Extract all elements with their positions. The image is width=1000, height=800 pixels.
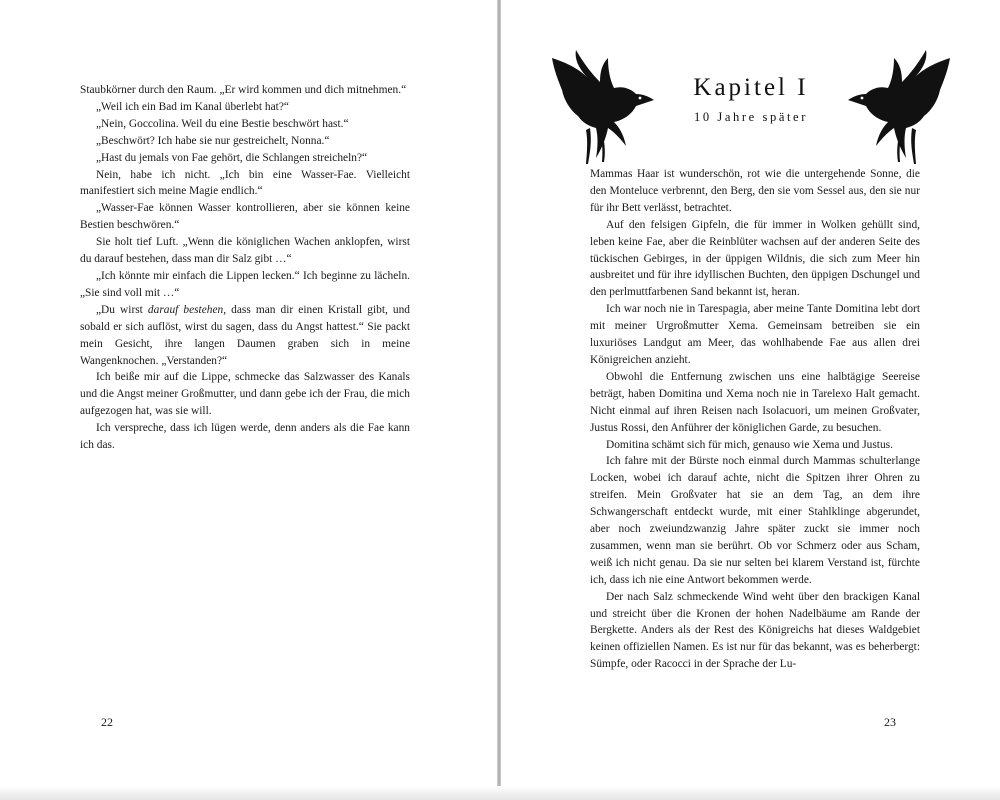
paragraph: „Nein, Goccolina. Weil du eine Bestie beschwört hast.“ bbox=[96, 117, 349, 130]
paragraph: Ich beiße mir auf die Lippe, schmecke das Salzwasser des Kanals und die Angst meiner Großmutter, und dann gebe ich der Frau, die mich aufgezogen hat, was sie will. bbox=[80, 371, 410, 418]
chapter-title: Kapitel I bbox=[693, 74, 809, 101]
paragraph-text: „Du wirst bbox=[96, 303, 148, 316]
paragraph: Sie holt tief Luft. „Wenn die königlichen Wachen anklopfen, wirst du darauf bestehen, dass man dir Salz gibt …“ bbox=[80, 236, 410, 266]
left-page bbox=[0, 0, 498, 800]
paragraph: Nein, habe ich nicht. „Ich bin eine Wasser-Fae. Vielleicht manifestiert sich meine Magie endlich.“ bbox=[80, 168, 410, 198]
paragraph: Der nach Salz schmeckende Wind weht über den brackigen Kanal und streicht über die Kronen der hohen Nadelbäume am Rande der Bergkette. Anders als der Rest des Königreichs hat dieses Waldgebiet keinen offiziellen Namen. Es ist nur für das bekannt, was es beherbergt: Sümpfe, oder Racocci in der Sprache der Lu- bbox=[590, 590, 920, 671]
raven-silhouette-icon bbox=[550, 48, 662, 166]
paragraph-text: , dass man dir einen Kristall gibt, und sobald er sich auflöst, wirst du sagen, dass du Angst hattest.“ Sie packt mein Gesicht, ihre langen Daumen graben sich in meine Wangenknochen. „Verstanden?“ bbox=[80, 303, 410, 367]
paragraph: „Weil ich ein Bad im Kanal überlebt hat?“ bbox=[96, 100, 289, 113]
book-gutter bbox=[497, 0, 501, 790]
paragraph: Obwohl die Entfernung zwischen uns eine halbtägige Seereise beträgt, haben Domitina und Xema noch nie in Tarelexo Halt gemacht. Nicht einmal auf ihren Reisen nach Isolacuori, um meinen Großvater, Justus Rossi, den Anführer der königlichen Garde, zu besuchen. bbox=[590, 370, 920, 434]
paragraph: Domitina schämt sich für mich, genauso wie Xema und Justus. bbox=[606, 438, 893, 451]
page-bottom-edge bbox=[0, 786, 1000, 800]
paragraph: Staubkörner durch den Raum. „Er wird kommen und dich mitnehmen.“ bbox=[80, 84, 407, 96]
page-number: 23 bbox=[884, 715, 896, 729]
paragraph: Auf den felsigen Gipfeln, die für immer in Wolken gehüllt sind, leben keine Fae, aber die Reinblüter wachsen auf der anderen Seite des tückischen Gebirges, in der üppigen Wildnis, die sich zum Meer hin ausbreitet und für ihre idyllischen Buchten, den üppigen Dschungel und den perlmuttfarbenen Sand bekannt ist, heran. bbox=[590, 218, 920, 299]
right-page-body bbox=[590, 166, 920, 673]
chapter-subtitle: 10 Jahre später bbox=[694, 110, 808, 124]
chapter-heading bbox=[548, 48, 954, 168]
paragraph: „Beschwört? Ich habe sie nur gestreichelt, Nonna.“ bbox=[96, 134, 330, 147]
paragraph: Mammas Haar ist wunderschön, rot wie die untergehende Sonne, die den Monteluce verbrennt, den Berg, den sie vom Sessel aus, den sie nur für ihr Bett verlässt, betrachtet. bbox=[590, 168, 920, 214]
paragraph: „Ich könnte mir einfach die Lippen lecken.“ Ich beginne zu lächeln. „Sie sind voll mit …“ bbox=[80, 269, 410, 299]
left-page-body bbox=[80, 82, 410, 454]
paragraph: Ich war noch nie in Tarespagia, aber meine Tante Domitina lebt dort mit meiner Urgroßmutter Xema. Gemeinsam betreiben sie ein luxuriöses Landgut am Meer, das wohlhabende Fae aus allen drei Königreichen anzieht. bbox=[590, 303, 920, 366]
paragraph-with-emphasis bbox=[80, 302, 410, 370]
paragraph: Ich verspreche, dass ich lügen werde, denn anders als die Fae kann ich das. bbox=[80, 422, 410, 452]
paragraph: Ich fahre mit der Bürste noch einmal durch Mammas schulterlange Locken, wobei ich darauf achte, nicht die Spitzen ihrer Ohren zu streifen. Mein Großvater hat sie an dem Tag, an dem ihre Schwangerschaft entdeckt wurde, mit einer Stahlklinge abgerundet, aber noch zweiundzwanzig Jahre später zuckt sie immer noch zusammen, wenn man sie berührt. Ob vor Schmerz oder aus Scham, weiß ich nicht genau. Da sie nur selten bei klarem Verstand ist, fürchte ich, dass ich nie eine Antwort bekommen werde. bbox=[590, 455, 920, 586]
paragraph: „Hast du jemals von Fae gehört, die Schlangen streicheln?“ bbox=[96, 151, 368, 164]
page-number: 22 bbox=[101, 715, 113, 729]
emphasis-text: darauf bestehen bbox=[147, 303, 224, 316]
paragraph: „Wasser-Fae können Wasser kontrollieren, aber sie können keine Bestien beschwören.“ bbox=[80, 202, 410, 232]
raven-silhouette-icon bbox=[840, 48, 952, 166]
